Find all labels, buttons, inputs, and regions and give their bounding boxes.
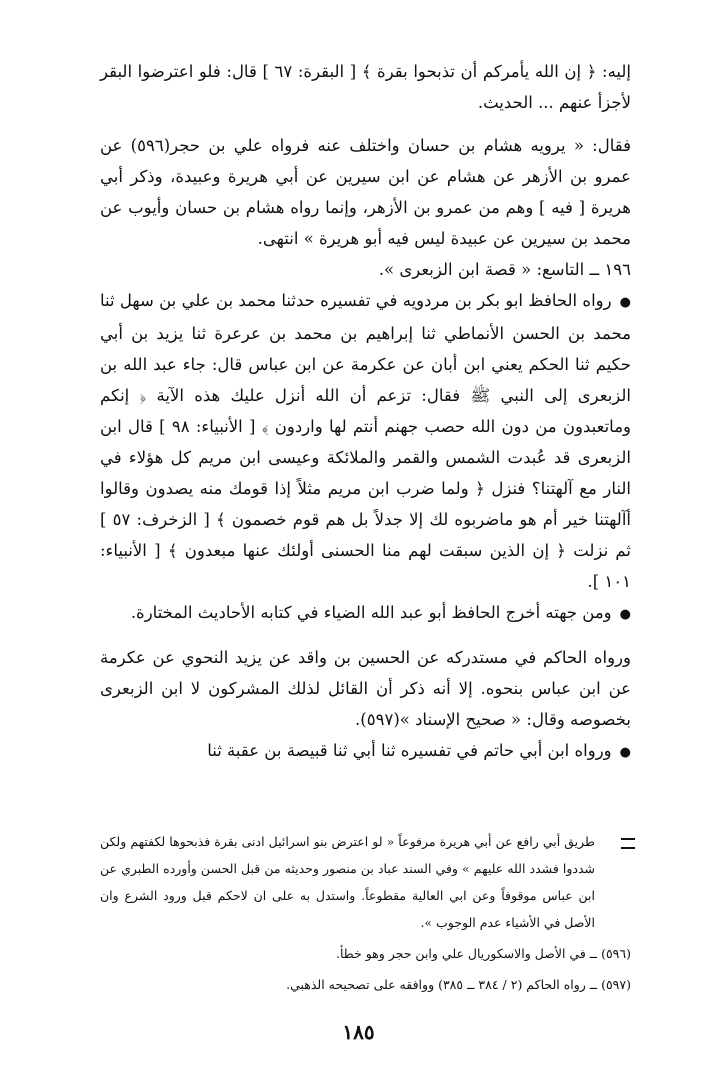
- paragraph-quran-quote: إليه: ﴿ إن الله يأمركم أن تذبحوا بقرة ﴾ [ البقرة: ٦٧ ] قال: فلو اعترضوا البقر لأجزأ عنهم ... الحديث.: [100, 62, 631, 112]
- paragraph-hakim: ورواه الحاكم في مستدركه عن الحسين بن واقد عن يزيد النحوي عن عكرمة عن ابن عباس بنحوه. إلا أنه ذكر أن القائل لذلك المشركون لا ابن الزبعرى بخصوصه وقال: « صحيح الإسناد »(٥٩٧).: [100, 648, 631, 729]
- main-text: [100, 56, 631, 768]
- paragraph-ibn-mardawayh: ● رواه الحافظ ابو بكر بن مردويه في تفسيره حدثنا محمد بن علي بن سهل ثنا محمد بن الحسن الأنماطي ثنا إبراهيم بن محمد بن عرعرة ثنا يزيد بن أبي حكيم ثنا الحكم يعني ابن أبان عن عكرمة عن ابن عباس قال: جاء عبد الله بن الزبعرى إلى النبي ﷺ فقال: تزعم أن الله أنزل عليك هذه الآية ﴿ إنكم وماتعبدون من دون الله حصب جهنم أنتم لها واردون ﴾ [ الأنبياء: ٩٨ ] قال ابن الزبعرى قد عُبدت الشمس والقمر والملائكة وعيسى ابن مريم كل هؤلاء في النار مع آلهتنا؟ فنزل ﴿ ولما ضرب ابن مريم مثلاً إذا قومك منه يصدون وقالوا أآلهتنا خير أم هو ماضربوه لك إلا جدلاً بل هم قوم خصمون ﴾ [ الزخرف: ٥٧ ] ثم نزلت ﴿ إن الذين سبقت لهم منا الحسنى أولئك عنها مبعدون ﴾ [ الأنبياء: ١٠١ ].: [100, 285, 631, 597]
- footnote-597: (٥٩٧) ــ رواه الحاكم (٢ / ٣٨٤ ــ ٣٨٥) ووافقه على تصحيحه الذهبي.: [286, 977, 631, 992]
- paragraph-hadith-commentary: فقال: « يرويه هشام بن حسان واختلف عنه فرواه علي بن حجر(٥٩٦) عن عمرو بن الأزهر عن هشام عن ابن سيرين عن أبي هريرة وعبيدة، وذكر أبي هريرة [ فيه ] وهم من عمرو بن الأزهر، وإنما رواه هشام بن حسان وأيوب عن محمد بن سيرين عن عبيدة ليس فيه أبو هريرة » انتهى.: [100, 136, 631, 248]
- footnote-596: (٥٩٦) ــ في الأصل والاسكوريال علي وابن حجر وهو خطأ.: [335, 946, 631, 961]
- paragraph-diya-mukhtara: ● ومن جهته أخرج الحافظ أبو عبد الله الضياء في كتابه الأحاديث المختارة.: [100, 597, 631, 630]
- footnotes: [100, 828, 631, 998]
- footnote-continuation: طريق أبي رافع عن أبي هريرة مرفوعاً « لو اعترض بنو اسرائيل ادنى بقرة فذبحوها لكفتهم ولكن شددوا فشدد الله عليهم » وفي السند عباد بن منصور وحديثه من قبل الحسن وأورده الطبري عن ابن عباس موقوفاً وعن ابي العالية مقطوعاً. واستدل به على ان لاحكم قبل ورود الشرع وان الأصل في الأشياء عدم الوجوب ».: [100, 834, 595, 930]
- section-heading-196: ١٩٦ ــ التاسع: « قصة ابن الزبعرى ».: [378, 260, 631, 279]
- footnote-continuation-mark: [621, 838, 635, 849]
- page-number: ١٨٥: [342, 1020, 375, 1044]
- paragraph-ibn-abi-hatim: ● ورواه ابن أبي حاتم في تفسيره ثنا أبي ثنا قبيصة بن عقبة ثنا: [100, 735, 631, 768]
